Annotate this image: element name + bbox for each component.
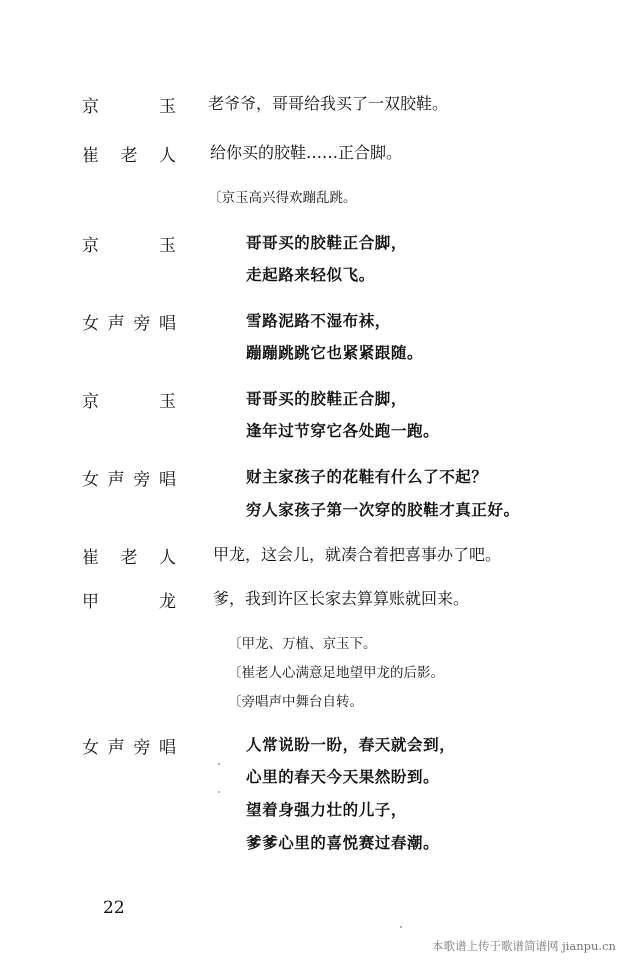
song-line: 爹爹心里的喜悦赛过春潮。 bbox=[246, 834, 440, 852]
speaker-name bbox=[82, 585, 176, 613]
speaker-char: 京 bbox=[82, 391, 99, 412]
dialogue-row bbox=[0, 585, 640, 613]
song-line: 望着身强力壮的儿子， bbox=[246, 801, 408, 819]
song-line: 逢年过节穿它各处跑一跑。 bbox=[246, 422, 440, 440]
speaker-char: 唱 bbox=[158, 737, 176, 758]
speaker-char: 老 bbox=[120, 145, 138, 166]
speaker-char: 旁 bbox=[133, 313, 151, 334]
song-line: 人常说盼一盼，春天就会到， bbox=[246, 736, 456, 754]
speaker-char: 老 bbox=[120, 547, 138, 568]
speaker-name bbox=[82, 541, 176, 569]
speaker-char: 声 bbox=[107, 737, 125, 758]
dialogue-row bbox=[0, 90, 640, 118]
song-line: 穷人家孩子第一次穿的胶鞋才真正好。 bbox=[246, 501, 520, 519]
speaker-name bbox=[82, 385, 176, 413]
dialogue-row bbox=[0, 541, 640, 569]
speaker-name bbox=[82, 463, 176, 491]
song-line: 心里的春天今天果然盼到。 bbox=[246, 768, 440, 786]
speaker-char: 旁 bbox=[133, 469, 151, 490]
stage-direction: 〔京玉高兴得欢蹦乱跳。 bbox=[208, 190, 357, 206]
stage-direction: 〔甲龙、万植、京玉下。 bbox=[228, 636, 377, 652]
stage-direction: 〔旁唱声中舞台自转。 bbox=[228, 694, 363, 710]
speaker-name bbox=[82, 229, 176, 257]
song-line: 雪路泥路不湿布袜， bbox=[246, 312, 391, 330]
page-number: 22 bbox=[103, 898, 125, 918]
speaker-char: 玉 bbox=[159, 235, 176, 256]
dialogue-line: 爹，我到许区长家去算算账就回来。 bbox=[213, 589, 470, 608]
speaker-char: 旁 bbox=[133, 737, 151, 758]
speaker-char: 崔 bbox=[82, 547, 99, 568]
speaker-char: 唱 bbox=[158, 469, 176, 490]
speaker-char: 声 bbox=[107, 469, 125, 490]
song-line: 哥哥买的胶鞋正合脚， bbox=[246, 234, 408, 252]
dialogue-line: 老爷爷，哥哥给我买了一双胶鞋。 bbox=[208, 94, 449, 113]
dialogue-line: 甲龙，这会儿，就凑合着把喜事办了吧。 bbox=[213, 545, 502, 564]
speaker-char: 女 bbox=[82, 313, 99, 334]
song-line: 走起路来轻似飞。 bbox=[246, 266, 375, 284]
speaker-name bbox=[82, 90, 176, 118]
speaker-char: 玉 bbox=[159, 96, 176, 117]
speaker-char: 人 bbox=[159, 547, 176, 568]
speaker-char: 京 bbox=[82, 235, 99, 256]
speck bbox=[218, 763, 220, 765]
speck bbox=[400, 926, 402, 928]
speaker-char: 龙 bbox=[159, 591, 176, 612]
dialogue-row bbox=[0, 139, 640, 167]
song-line: 财主家孩子的花鞋有什么了不起？ bbox=[246, 468, 488, 486]
speaker-char: 玉 bbox=[159, 391, 176, 412]
speaker-name bbox=[82, 139, 176, 167]
dialogue-line: 给你买的胶鞋……正合脚。 bbox=[210, 143, 403, 162]
speaker-char: 甲 bbox=[82, 591, 99, 612]
speaker-char: 唱 bbox=[158, 313, 176, 334]
speaker-char: 女 bbox=[82, 737, 99, 758]
song-line: 蹦蹦跳跳它也紧紧跟随。 bbox=[246, 344, 424, 362]
speaker-char: 女 bbox=[82, 469, 99, 490]
speaker-char: 崔 bbox=[82, 145, 99, 166]
speaker-char: 京 bbox=[82, 96, 99, 117]
stage-direction: 〔崔老人心满意足地望甲龙的后影。 bbox=[228, 665, 444, 681]
song-line: 哥哥买的胶鞋正合脚， bbox=[246, 390, 408, 408]
speaker-name bbox=[82, 731, 176, 759]
watermark-footer: 本歌谱上传于歌谱简谱网 jianpu.cn bbox=[432, 939, 616, 953]
speck bbox=[218, 791, 220, 793]
speaker-char: 声 bbox=[107, 313, 125, 334]
speaker-char: 人 bbox=[159, 145, 176, 166]
speaker-name bbox=[82, 307, 176, 335]
